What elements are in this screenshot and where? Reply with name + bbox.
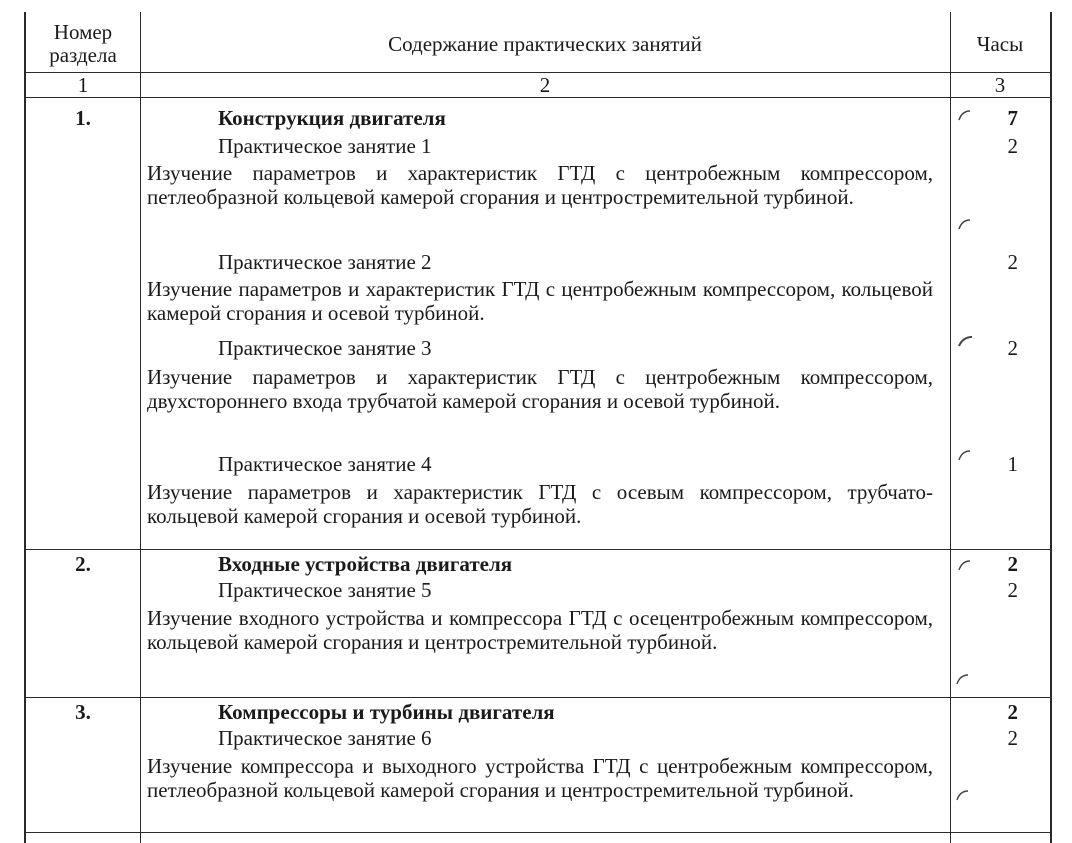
lesson-4-hours: 1 [1007, 452, 1018, 476]
tick-mark-icon [956, 217, 976, 233]
section-3-hours: 2 [1007, 700, 1018, 724]
lesson-3-title: Практическое занятие 3 [218, 336, 432, 360]
lesson-6-hours: 2 [1007, 726, 1018, 750]
section-3-title: Компрессоры и турбины двигателя [218, 700, 555, 724]
section-1-hours: 7 [1007, 106, 1018, 130]
section-3-number: 3. [75, 700, 91, 724]
tick-mark-icon [956, 558, 976, 574]
column-number-2: 2 [539, 73, 551, 97]
column-divider-1 [140, 12, 141, 843]
section-1-bottom-line [26, 549, 1050, 550]
lesson-5-title: Практическое занятие 5 [218, 578, 432, 602]
lesson-1-title: Практическое занятие 1 [218, 134, 432, 158]
tick-mark-icon [956, 448, 976, 464]
header-section-number: Номер раздела [49, 20, 117, 67]
header-content: Содержание практических занятий [388, 32, 702, 56]
lesson-3-description: Изучение параметров и характеристик ГТД с центробежным компрессором, двухстороннего входа трубчатой камерой сгорания и осевой турбиной. [147, 365, 933, 413]
section-2-number: 2. [75, 552, 91, 576]
section-2-hours: 2 [1007, 552, 1018, 576]
lesson-5-description: Изучение входного устройства и компрессора ГТД с осецентробежным компрессором, кольцевой камерой сгорания и центростремительной турбиной. [147, 606, 933, 654]
lesson-2-title: Практическое занятие 2 [218, 250, 432, 274]
lesson-6-description: Изучение компрессора и выходного устройства ГТД с центробежным компрессором, петлеобразной кольцевой камерой сгорания и центростремительной турбиной. [147, 754, 933, 802]
tick-mark-icon [956, 334, 978, 350]
column-numbers-bottom-line [26, 97, 1050, 98]
section-3-bottom-line [26, 832, 1050, 833]
header-bottom-line [26, 72, 1050, 73]
document-page [24, 12, 1052, 843]
tick-mark-icon [956, 108, 976, 124]
lesson-3-hours: 2 [1007, 336, 1018, 360]
column-number-3: 3 [994, 73, 1006, 97]
header-hours: Часы [976, 32, 1024, 56]
lesson-6-title: Практическое занятие 6 [218, 726, 432, 750]
section-2-title: Входные устройства двигателя [218, 552, 513, 576]
tick-mark-icon [954, 672, 974, 688]
lesson-1-hours: 2 [1007, 134, 1018, 158]
lesson-2-description: Изучение параметров и характеристик ГТД с центробежным компрессором, кольцевой камерой сгорания и осевой турбиной. [147, 277, 933, 325]
lesson-4-description: Изучение параметров и характеристик ГТД с осевым компрессором, трубчато-кольцевой камерой сгорания и осевой турбиной. [147, 480, 933, 528]
lesson-2-hours: 2 [1007, 250, 1018, 274]
lesson-5-hours: 2 [1007, 578, 1018, 602]
lesson-1-description: Изучение параметров и характеристик ГТД с центробежным компрессором, петлеобразной кольцевой камерой сгорания и центростремительной турбиной. [147, 161, 933, 209]
lesson-4-title: Практическое занятие 4 [218, 452, 432, 476]
section-1-number: 1. [75, 106, 91, 130]
column-number-1: 1 [77, 73, 89, 97]
section-2-bottom-line [26, 697, 1050, 698]
section-1-title: Конструкция двигателя [218, 106, 446, 130]
tick-mark-icon [954, 788, 974, 804]
